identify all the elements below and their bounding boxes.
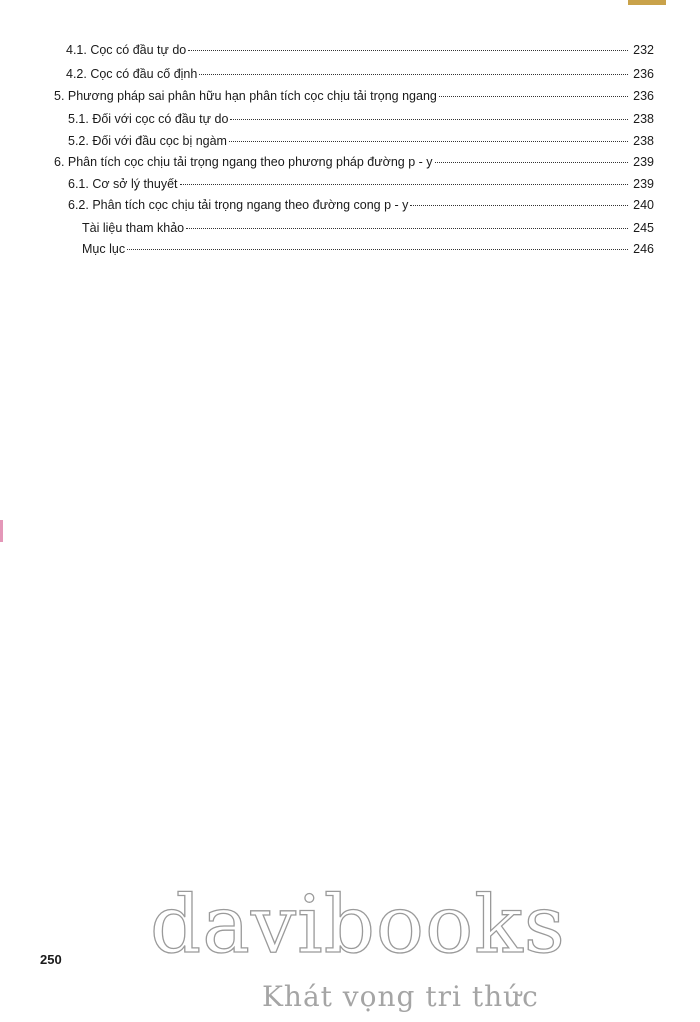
- toc-leader-dots: [186, 228, 628, 229]
- toc-leader-dots: [180, 184, 629, 185]
- toc-entry[interactable]: [82, 241, 654, 257]
- toc-entry[interactable]: [68, 111, 654, 127]
- toc-entry-page: 239: [633, 155, 654, 169]
- toc-entry-label: 4.2. Cọc có đầu cố định: [66, 67, 198, 81]
- toc-leader-dots: [229, 141, 628, 142]
- toc-entry-label: 6.1. Cơ sở lý thuyết: [68, 177, 178, 191]
- toc-entry[interactable]: [68, 197, 654, 213]
- watermark-brand: davibooks: [150, 878, 566, 971]
- corner-color-mark: [628, 0, 666, 5]
- toc-entry-label: 5.1. Đối với cọc có đầu tự do: [68, 112, 229, 126]
- toc-entry-page: 239: [633, 177, 654, 191]
- toc-leader-dots: [230, 119, 628, 120]
- toc-entry-label: 5. Phương pháp sai phân hữu hạn phân tích cọc chịu tải trọng ngang: [54, 89, 437, 103]
- toc-entry-page: 245: [633, 221, 654, 235]
- toc-entry-page: 236: [633, 67, 654, 81]
- toc-entry-label: 6.2. Phân tích cọc chịu tải trọng ngang theo đường cong p - y: [68, 198, 409, 212]
- toc-entry-label: Tài liệu tham khảo: [82, 221, 185, 235]
- toc-entry[interactable]: [54, 88, 654, 104]
- toc-entry[interactable]: [66, 42, 654, 58]
- toc-entry-page: 246: [633, 242, 654, 256]
- toc-entry-label: 6. Phân tích cọc chịu tải trọng ngang theo phương pháp đường p - y: [54, 155, 433, 169]
- toc-entry-page: 236: [633, 89, 654, 103]
- toc-leader-dots: [410, 205, 628, 206]
- toc-leader-dots: [188, 50, 628, 51]
- toc-entry-page: 240: [633, 198, 654, 212]
- page-number: 250: [40, 952, 62, 967]
- edge-mark: [0, 520, 3, 542]
- toc-entry[interactable]: [82, 220, 654, 236]
- toc-entry[interactable]: [68, 176, 654, 192]
- toc-entry-label: 4.1. Cọc có đầu tự do: [66, 43, 187, 57]
- toc-entry[interactable]: [66, 66, 654, 82]
- toc-leader-dots: [199, 74, 628, 75]
- toc-entry-page: 238: [633, 112, 654, 126]
- toc-leader-dots: [439, 96, 628, 97]
- toc-entry-label: 5.2. Đối với đầu cọc bị ngàm: [68, 134, 227, 148]
- toc-leader-dots: [435, 162, 628, 163]
- toc-entry-page: 238: [633, 134, 654, 148]
- toc-entry[interactable]: [54, 154, 654, 170]
- toc-entry-label: Mục lục: [82, 242, 126, 256]
- toc-entry-page: 232: [633, 43, 654, 57]
- toc-entry[interactable]: [68, 133, 654, 149]
- watermark-slogan: Khát vọng tri thức: [262, 980, 539, 1013]
- toc-leader-dots: [127, 249, 628, 250]
